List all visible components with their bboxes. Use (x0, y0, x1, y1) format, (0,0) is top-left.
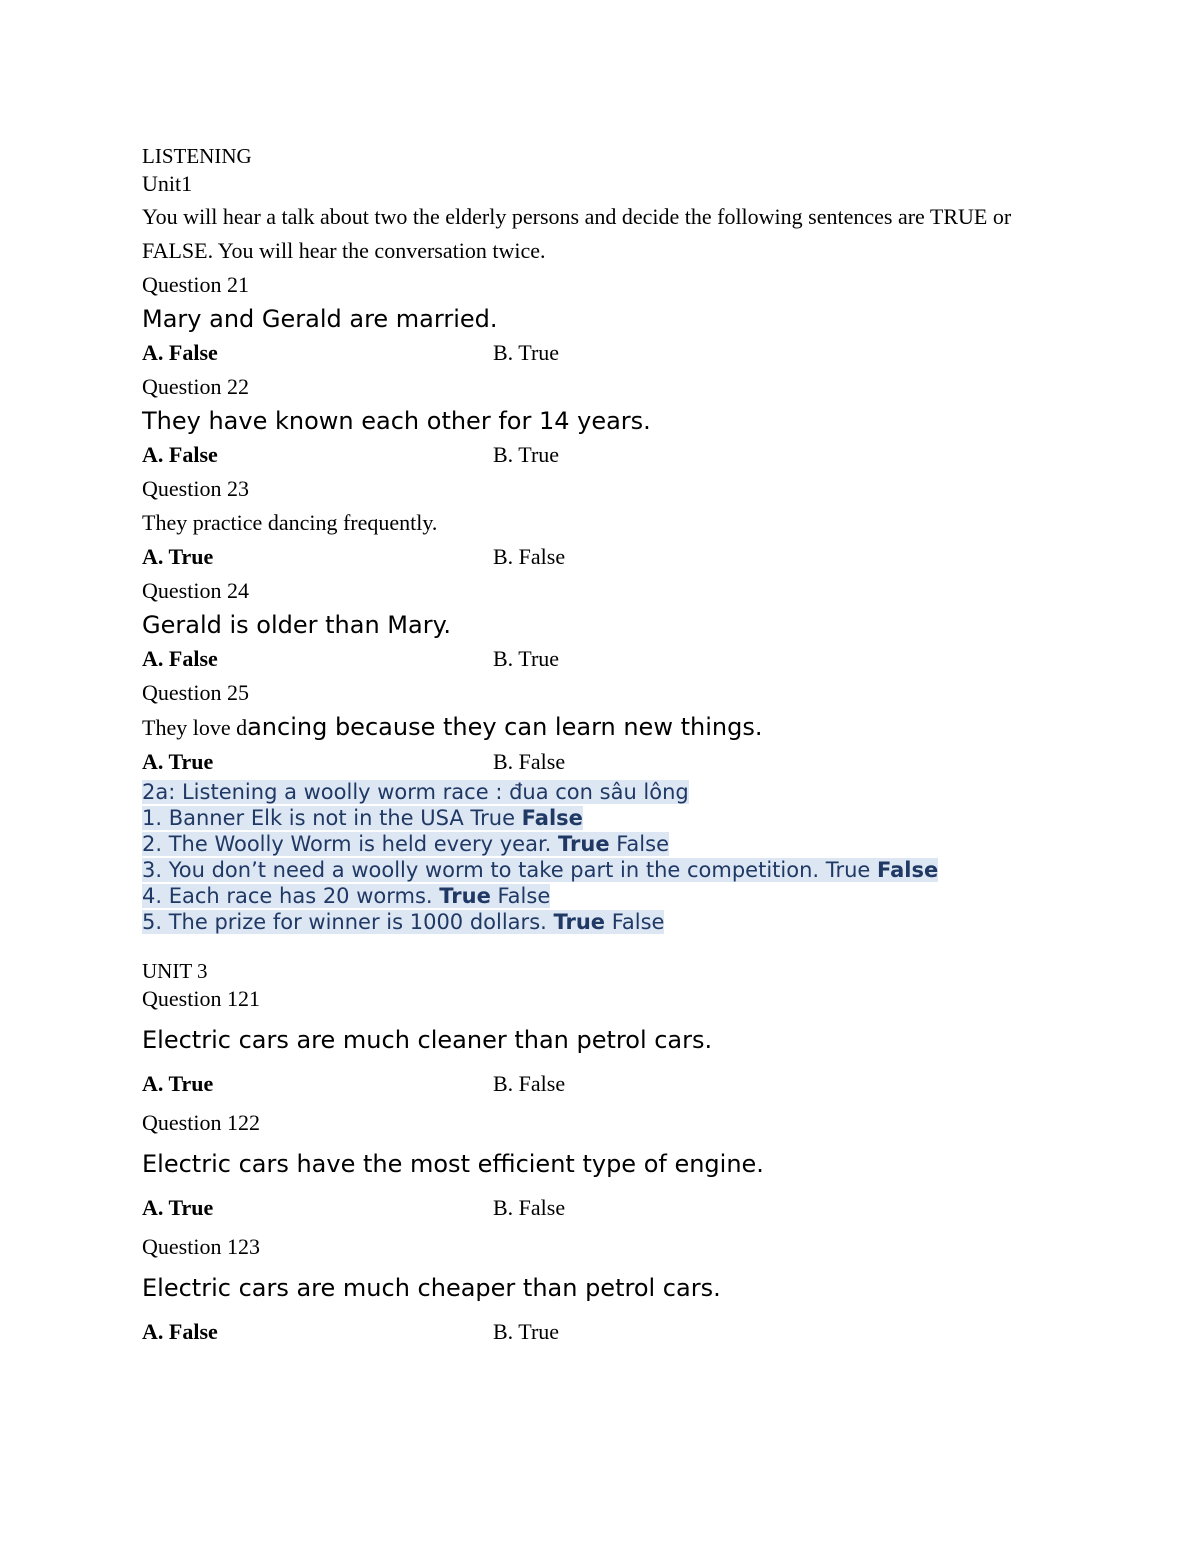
option-b: B. True (493, 340, 560, 365)
section-heading: LISTENING (142, 144, 252, 168)
option-a: A. False (142, 1319, 218, 1344)
item-text: 1. Banner Elk is not in the USA True (142, 806, 522, 830)
item-text: 5. The prize for winner is 1000 dollars. (142, 910, 554, 934)
option-b: B. True (493, 1319, 560, 1344)
item-answer: True (439, 884, 491, 908)
question-statement: Electric cars are much cleaner than petrol cars. (142, 1026, 713, 1054)
question-block (142, 985, 1082, 1101)
question-statement: Gerald is older than Mary. (142, 611, 451, 639)
answer-options (142, 1191, 1082, 1225)
option-a: A. False (142, 646, 218, 671)
option-b: B. False (493, 1195, 566, 1220)
question-block (142, 1233, 1082, 1349)
option-a: A. False (142, 442, 218, 467)
question-label: Question 24 (142, 578, 249, 603)
question-label: Question 23 (142, 476, 249, 501)
item-answer: False (521, 806, 583, 830)
item-answer: False (877, 858, 939, 882)
option-a: A. True (142, 1071, 214, 1096)
item-text: 3. You don’t need a woolly worm to take part in the competition. True (142, 858, 878, 882)
question-block (142, 370, 1082, 472)
question-statement: Electric cars have the most efficient type of engine. (142, 1150, 764, 1178)
question-block (142, 676, 1082, 779)
statement-part-sans: ancing because they can learn new things. (247, 713, 763, 741)
list-item (142, 884, 550, 908)
question-statement (142, 710, 1082, 745)
option-a: A. True (142, 544, 214, 569)
question-label: Question 122 (142, 1110, 260, 1135)
option-a: A. True (142, 1195, 214, 1220)
item-answer: True (553, 910, 606, 934)
question-statement: They practice dancing frequently. (142, 510, 438, 535)
option-b: B. False (493, 544, 566, 569)
statement-part-serif: They love d (142, 715, 248, 740)
item-answer: True (558, 832, 610, 856)
question-statement: They have known each other for 14 years. (142, 407, 651, 435)
answer-options (142, 438, 1082, 472)
list-item (142, 832, 669, 856)
option-a: A. False (142, 340, 218, 365)
answer-options (142, 1067, 1082, 1101)
question-block (142, 268, 1082, 370)
list-item (142, 910, 664, 934)
question-statement: Electric cars are much cheaper than petrol cars. (142, 1274, 721, 1302)
option-b: B. True (493, 646, 560, 671)
question-label: Question 123 (142, 1234, 260, 1259)
question-label: Question 22 (142, 374, 249, 399)
item-text: 2. The Woolly Worm is held every year. (142, 832, 559, 856)
question-statement: Mary and Gerald are married. (142, 305, 498, 333)
document-page (142, 142, 1082, 1349)
question-label: Question 21 (142, 272, 249, 297)
item-text-after: False (605, 910, 665, 934)
answer-options (142, 642, 1082, 676)
list-item (142, 858, 938, 882)
answer-options (142, 336, 1082, 370)
option-b: B. False (493, 749, 566, 774)
woolly-worm-section (142, 779, 1082, 935)
option-a: A. True (142, 749, 214, 774)
unit3-section (142, 957, 1082, 1349)
question-block (142, 1109, 1082, 1225)
question-label: Question 25 (142, 680, 249, 705)
question-block (142, 472, 1082, 574)
unit1-title: Unit1 (142, 171, 193, 196)
answer-options (142, 540, 1082, 574)
question-label: Question 121 (142, 986, 260, 1011)
question-block (142, 574, 1082, 676)
item-text: 4. Each race has 20 worms. (142, 884, 440, 908)
option-b: B. True (493, 442, 560, 467)
option-b: B. False (493, 1071, 566, 1096)
answer-options (142, 745, 1082, 779)
unit1-instructions: You will hear a talk about two the elderly persons and decide the following sentences are TRUE or FALSE. You will hear the conversation twice. (142, 204, 1012, 263)
answer-options (142, 1315, 1082, 1349)
item-text-after: False (490, 884, 551, 908)
unit3-title: UNIT 3 (142, 959, 208, 983)
section-2a-title: 2a: Listening a woolly worm race : đua con sâu lông (142, 780, 689, 804)
list-item (142, 806, 583, 830)
item-text-after: False (609, 832, 669, 856)
